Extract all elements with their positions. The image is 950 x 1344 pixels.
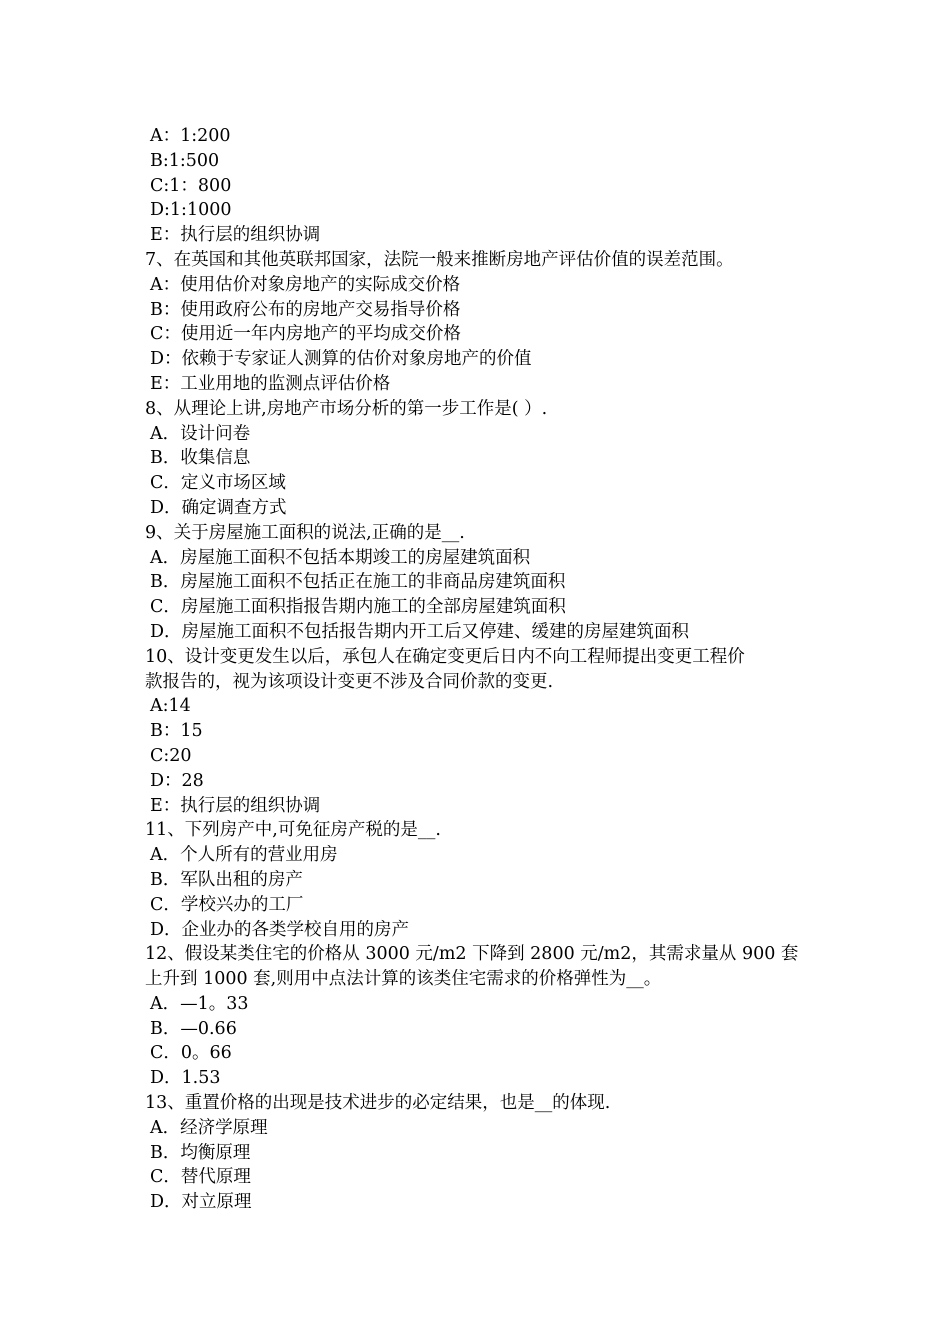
answer-option: D．1.53 xyxy=(150,1068,221,1089)
question-text: 11、下列房产中,可免征房产税的是__. xyxy=(145,820,441,841)
question-text: 款报告的，视为该项设计变更不涉及合同价款的变更. xyxy=(145,671,554,692)
answer-option: A：1:200 xyxy=(150,126,231,146)
answer-option: D．企业办的各类学校自用的房产 xyxy=(150,919,410,940)
answer-option: C．学校兴办的工厂 xyxy=(150,894,304,915)
answer-option: A:14 xyxy=(150,696,191,717)
answer-option: E：工业用地的监测点评估价格 xyxy=(150,373,391,394)
answer-option: C：使用近一年内房地产的平均成交价格 xyxy=(150,324,461,345)
answer-option: B：使用政府公布的房地产交易指导价格 xyxy=(150,299,461,320)
answer-option: B．均衡原理 xyxy=(150,1142,251,1163)
answer-option: D：依赖于专家证人测算的估价对象房地产的价值 xyxy=(150,349,532,370)
question-text: 13、重置价格的出现是技术进步的必定结果，也是__的体现. xyxy=(145,1093,611,1114)
question-text: 10、设计变更发生以后，承包人在确定变更后日内不向工程师提出变更工程价 xyxy=(145,646,745,667)
answer-option: B．军队出租的房产 xyxy=(150,869,303,890)
answer-option: C．定义市场区域 xyxy=(150,473,286,494)
answer-option: B:1:500 xyxy=(150,150,220,171)
answer-option: C:1：800 xyxy=(150,175,232,196)
answer-option: B：15 xyxy=(150,721,203,742)
answer-option: A．设计问卷 xyxy=(150,423,251,444)
answer-option: C．替代原理 xyxy=(150,1167,251,1188)
answer-option: C．房屋施工面积指报告期内施工的全部房屋建筑面积 xyxy=(150,597,566,618)
question-text: 上升到 1000 套,则用中点法计算的该类住宅需求的价格弹性为__。 xyxy=(145,969,662,990)
answer-option: D．确定调查方式 xyxy=(150,497,287,518)
question-list xyxy=(0,124,950,1215)
answer-option: A．个人所有的营业用房 xyxy=(150,845,338,866)
question-text: 12、假设某类住宅的价格从 3000 元/m2 下降到 2800 元/m2，其需求量从 900 套 xyxy=(145,944,799,965)
question-text: 9、关于房屋施工面积的说法,正确的是__. xyxy=(145,522,465,543)
answer-option: C．0。66 xyxy=(150,1043,232,1064)
answer-option: E：执行层的组织协调 xyxy=(150,225,321,246)
answer-option: A．房屋施工面积不包括本期竣工的房屋建筑面积 xyxy=(150,547,531,568)
answer-option: B．房屋施工面积不包括正在施工的非商品房建筑面积 xyxy=(150,572,566,593)
answer-option: D．对立原理 xyxy=(150,1192,252,1213)
answer-option: D:1:1000 xyxy=(150,200,232,221)
answer-option: C:20 xyxy=(150,745,192,766)
answer-option: B．收集信息 xyxy=(150,448,251,469)
answer-option: D．房屋施工面积不包括报告期内开工后又停建、缓建的房屋建筑面积 xyxy=(150,621,690,642)
answer-option: E：执行层的组织协调 xyxy=(150,795,321,816)
answer-option: D：28 xyxy=(150,770,204,791)
answer-option: B．—0.66 xyxy=(150,1018,237,1039)
answer-option: A：使用估价对象房地产的实际成交价格 xyxy=(150,274,461,295)
answer-option: A．经济学原理 xyxy=(150,1117,268,1138)
question-text: 7、在英国和其他英联邦国家，法院一般来推断房地产评估价值的误差范围。 xyxy=(145,249,734,270)
question-text: 8、从理论上讲,房地产市场分析的第一步工作是( ）. xyxy=(145,398,548,419)
answer-option: A．—1。33 xyxy=(150,993,249,1014)
